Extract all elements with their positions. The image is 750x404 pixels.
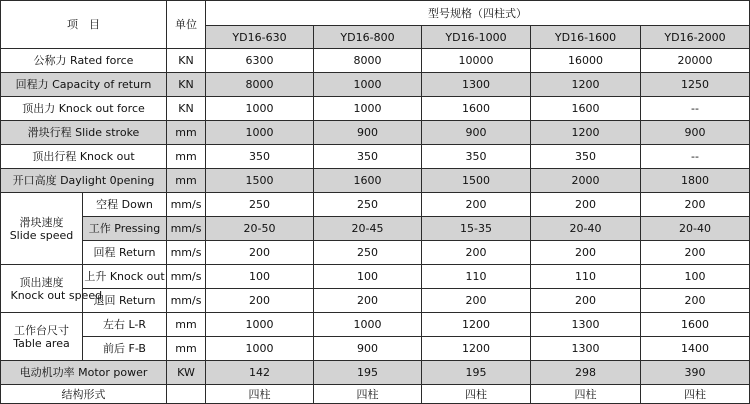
unit-cell: mm/s: [167, 193, 206, 217]
value-cell: 200: [206, 289, 314, 313]
value-cell: 142: [206, 361, 314, 385]
value-cell: 298: [531, 361, 641, 385]
value-cell: 16000: [531, 49, 641, 73]
table-row: [1, 49, 750, 73]
row-label: 电动机功率 Motor power: [1, 361, 167, 385]
group-label-cn: 顶出速度: [19, 275, 64, 289]
value-cell: 20-50: [206, 217, 314, 241]
value-cell: 1300: [422, 73, 531, 97]
value-cell: 200: [641, 193, 750, 217]
value-cell: 1250: [641, 73, 750, 97]
model-header: YD16-1600: [531, 26, 641, 49]
value-cell: 10000: [422, 49, 531, 73]
model-header: YD16-800: [314, 26, 422, 49]
value-cell: 1000: [206, 337, 314, 361]
unit-cell: mm/s: [167, 265, 206, 289]
value-cell: 20-40: [641, 217, 750, 241]
group-label-en: Slide speed: [9, 228, 74, 242]
sub-row-label: 工作 Pressing: [83, 217, 167, 241]
value-cell: 1200: [531, 73, 641, 97]
value-cell: 四柱: [206, 385, 314, 404]
group-label-table-area: [1, 313, 83, 361]
value-cell: 250: [206, 193, 314, 217]
value-cell: 100: [206, 265, 314, 289]
unit-cell: mm/s: [167, 217, 206, 241]
value-cell: 四柱: [531, 385, 641, 404]
model-header: YD16-1000: [422, 26, 531, 49]
unit-cell: mm: [167, 145, 206, 169]
value-cell: 15-35: [422, 217, 531, 241]
value-cell: 8000: [206, 73, 314, 97]
value-cell: 350: [206, 145, 314, 169]
value-cell: 1800: [641, 169, 750, 193]
value-cell: 900: [314, 337, 422, 361]
group-label-cn: 工作台尺寸: [14, 323, 69, 337]
row-label: 滑块行程 Slide stroke: [1, 121, 167, 145]
unit-cell: mm: [167, 337, 206, 361]
unit-cell: [167, 385, 206, 404]
value-cell: 1000: [314, 313, 422, 337]
sub-row-label: 回程 Return: [83, 241, 167, 265]
unit-cell: KW: [167, 361, 206, 385]
value-cell: 200: [422, 289, 531, 313]
value-cell: 1600: [641, 313, 750, 337]
table-row: [1, 289, 750, 313]
row-label: 顶出行程 Knock out: [1, 145, 167, 169]
table-row: [1, 169, 750, 193]
sub-row-label: 左右 L-R: [83, 313, 167, 337]
value-cell: 900: [422, 121, 531, 145]
value-cell: 1300: [531, 337, 641, 361]
table-row: [1, 121, 750, 145]
sub-row-label: 空程 Down: [83, 193, 167, 217]
model-group-header: 型号规格（四柱式）: [206, 1, 750, 26]
row-label: 顶出力 Knock out force: [1, 97, 167, 121]
value-cell: 200: [531, 193, 641, 217]
value-cell: 8000: [314, 49, 422, 73]
value-cell: 100: [641, 265, 750, 289]
table-row: [1, 193, 750, 217]
unit-header: 单位: [167, 1, 206, 49]
value-cell: --: [641, 97, 750, 121]
sub-row-label: 上升 Knock out: [83, 265, 167, 289]
table-row: [1, 265, 750, 289]
unit-cell: mm: [167, 313, 206, 337]
value-cell: 350: [314, 145, 422, 169]
model-header: YD16-630: [206, 26, 314, 49]
group-label-knockout-speed: [1, 265, 103, 313]
table-row: [1, 337, 750, 361]
value-cell: 200: [531, 241, 641, 265]
value-cell: 900: [314, 121, 422, 145]
value-cell: 250: [314, 241, 422, 265]
unit-cell: mm/s: [167, 241, 206, 265]
sub-row-label: 退回 Return: [83, 289, 167, 313]
value-cell: 195: [314, 361, 422, 385]
group-label-cn: 滑块速度: [19, 215, 64, 229]
value-cell: 1200: [531, 121, 641, 145]
value-cell: 390: [641, 361, 750, 385]
value-cell: 195: [422, 361, 531, 385]
value-cell: --: [641, 145, 750, 169]
table-row: [1, 313, 750, 337]
unit-cell: mm: [167, 121, 206, 145]
value-cell: 1600: [531, 97, 641, 121]
value-cell: 110: [422, 265, 531, 289]
table-row: [1, 145, 750, 169]
value-cell: 1000: [314, 97, 422, 121]
value-cell: 1200: [422, 313, 531, 337]
value-cell: 1500: [206, 169, 314, 193]
group-label-en: Knock out speed: [10, 288, 103, 302]
value-cell: 1400: [641, 337, 750, 361]
value-cell: 110: [531, 265, 641, 289]
group-label-slide-speed: [1, 193, 83, 265]
value-cell: 1600: [422, 97, 531, 121]
value-cell: 200: [314, 289, 422, 313]
value-cell: 350: [531, 145, 641, 169]
value-cell: 1000: [206, 97, 314, 121]
value-cell: 200: [422, 241, 531, 265]
unit-cell: mm: [167, 169, 206, 193]
item-header: 项 目: [1, 1, 167, 49]
value-cell: 900: [641, 121, 750, 145]
table-row: [1, 73, 750, 97]
row-label: 开口高度 Daylight 0pening: [1, 169, 167, 193]
value-cell: 350: [422, 145, 531, 169]
unit-cell: KN: [167, 97, 206, 121]
table-row: [1, 241, 750, 265]
value-cell: 250: [314, 193, 422, 217]
value-cell: 1000: [206, 313, 314, 337]
value-cell: 四柱: [422, 385, 531, 404]
unit-cell: KN: [167, 49, 206, 73]
value-cell: 20000: [641, 49, 750, 73]
value-cell: 200: [641, 241, 750, 265]
sub-row-label: 前后 F-B: [83, 337, 167, 361]
row-label: 公称力 Rated force: [1, 49, 167, 73]
value-cell: 6300: [206, 49, 314, 73]
value-cell: 1500: [422, 169, 531, 193]
value-cell: 200: [531, 289, 641, 313]
group-label-en: Table area: [13, 336, 70, 350]
value-cell: 200: [422, 193, 531, 217]
value-cell: 2000: [531, 169, 641, 193]
row-label: 结构形式: [1, 385, 167, 404]
table-row: [1, 97, 750, 121]
model-header: YD16-2000: [641, 26, 750, 49]
row-label: 回程力 Capacity of return: [1, 73, 167, 97]
value-cell: 四柱: [641, 385, 750, 404]
value-cell: 200: [641, 289, 750, 313]
value-cell: 1000: [206, 121, 314, 145]
header-row: [1, 1, 750, 26]
value-cell: 200: [206, 241, 314, 265]
unit-cell: mm/s: [167, 289, 206, 313]
table-row: [1, 217, 750, 241]
value-cell: 1600: [314, 169, 422, 193]
value-cell: 1200: [422, 337, 531, 361]
unit-cell: KN: [167, 73, 206, 97]
value-cell: 20-45: [314, 217, 422, 241]
value-cell: 四柱: [314, 385, 422, 404]
value-cell: 1300: [531, 313, 641, 337]
value-cell: 20-40: [531, 217, 641, 241]
table-row: [1, 361, 750, 385]
value-cell: 1000: [314, 73, 422, 97]
table-row: [1, 385, 750, 404]
value-cell: 100: [314, 265, 422, 289]
